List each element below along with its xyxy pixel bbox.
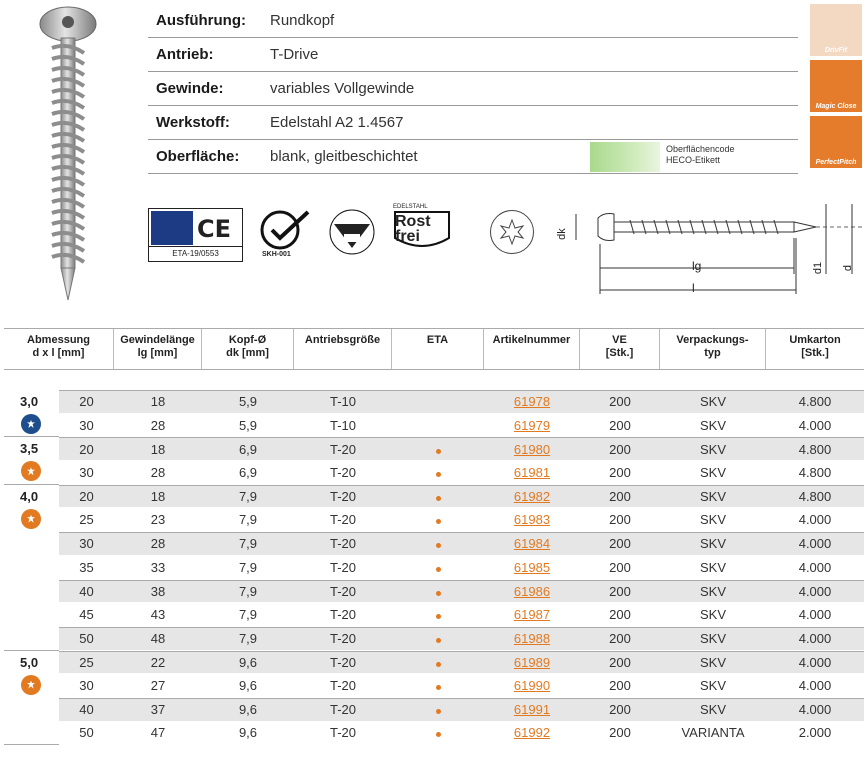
eta-dot-icon <box>436 732 441 737</box>
cell-drive: T-20 <box>329 702 356 718</box>
cell-drive: T-20 <box>329 583 356 599</box>
article-cell <box>484 489 580 504</box>
cell-l: 20 <box>79 394 94 410</box>
cell-lg: 22 <box>150 654 166 670</box>
article-cell <box>484 560 580 575</box>
table-row <box>59 508 864 532</box>
cell-pack: SKV <box>699 489 726 505</box>
torx-drive-icon <box>21 461 41 481</box>
column-header <box>392 329 484 369</box>
cell-ve: 200 <box>609 464 631 480</box>
cell-l: 25 <box>79 654 94 670</box>
table-row <box>59 437 864 461</box>
rostfrei-logo <box>393 204 453 252</box>
eta-dot-icon <box>436 614 441 619</box>
article-number-link[interactable]: 61984 <box>513 536 551 552</box>
eu-flag-icon <box>151 211 193 245</box>
cell-box: 2.000 <box>798 725 832 741</box>
cell-l: 50 <box>79 631 94 647</box>
cell-pack: SKV <box>699 394 726 410</box>
cell-pack: SKV <box>699 536 726 552</box>
table-row <box>59 461 864 485</box>
column-header-line: typ <box>704 347 721 359</box>
cell-dk: 6,9 <box>238 464 258 480</box>
cell-pack: SKV <box>699 512 726 528</box>
column-header <box>202 329 294 369</box>
product-table <box>4 328 864 745</box>
eta-cell <box>392 465 484 480</box>
eta-cell <box>392 489 484 504</box>
cell-drive: T-20 <box>329 464 356 480</box>
magic-close-icon <box>810 60 862 112</box>
cell-dk: 6,9 <box>238 441 258 457</box>
diameter-value: 3,0 <box>20 394 39 409</box>
cell-lg: 47 <box>150 725 166 741</box>
cell-l: 20 <box>79 441 94 457</box>
cell-lg: 28 <box>150 536 166 552</box>
diameter-group <box>4 485 864 651</box>
cell-l: 30 <box>79 464 94 480</box>
table-row <box>59 651 864 675</box>
cell-l: 30 <box>79 536 94 552</box>
screw-dimension-drawing <box>570 194 862 304</box>
article-cell <box>484 607 580 622</box>
feature-label: PerfectPitch <box>815 159 857 166</box>
spec-value: Edelstahl A2 1.4567 <box>270 114 404 131</box>
cell-drive: T-20 <box>329 725 356 741</box>
spec-value: Rundkopf <box>270 12 335 29</box>
cell-box: 4.000 <box>798 678 832 694</box>
eta-cell <box>392 607 484 622</box>
column-header-line: Antriebsgröße <box>304 334 381 346</box>
cell-ve: 200 <box>609 489 631 505</box>
rost-top-label: EDELSTAHL <box>393 204 428 210</box>
diameter-cell <box>4 651 59 746</box>
cell-l: 25 <box>79 512 94 528</box>
article-cell <box>484 725 580 740</box>
article-cell <box>484 465 580 480</box>
cell-pack: SKV <box>699 583 726 599</box>
column-header-line: Verpackungs- <box>676 334 749 346</box>
column-header-line: [Stk.] <box>801 347 829 359</box>
table-row <box>59 698 864 722</box>
torx-drive-icon <box>21 509 41 529</box>
cell-lg: 27 <box>150 678 166 694</box>
cell-dk: 7,9 <box>238 489 258 505</box>
cell-l: 30 <box>79 678 94 694</box>
eta-cell <box>392 560 484 575</box>
article-number-link[interactable]: 61987 <box>513 607 551 623</box>
dim-d-label: d <box>842 264 855 272</box>
surface-note-line: Oberflächencode <box>666 144 735 154</box>
cell-ve: 200 <box>609 607 631 623</box>
cell-pack: SKV <box>699 417 726 433</box>
column-header-line: lg [mm] <box>137 347 178 359</box>
cell-lg: 18 <box>150 394 166 410</box>
spec-label: Gewinde: <box>156 80 224 97</box>
cell-ve: 200 <box>609 725 631 741</box>
cell-l: 50 <box>79 725 94 741</box>
eta-dot-icon <box>436 662 441 667</box>
cell-box: 4.000 <box>798 583 832 599</box>
cell-pack: SKV <box>699 678 726 694</box>
eta-dot-icon <box>436 543 441 548</box>
column-header <box>766 329 864 369</box>
feature-label: Magic Close <box>815 103 857 110</box>
cell-dk: 7,9 <box>238 583 258 599</box>
article-cell <box>484 584 580 599</box>
eta-dot-icon <box>436 638 441 643</box>
diameter-cell <box>4 437 59 484</box>
cell-box: 4.000 <box>798 607 832 623</box>
spec-row <box>148 106 798 140</box>
article-number-link[interactable]: 61989 <box>513 654 551 670</box>
cell-dk: 9,6 <box>238 678 258 694</box>
diameter-group <box>4 390 864 437</box>
article-cell <box>484 702 580 717</box>
article-number-link[interactable]: 61985 <box>513 559 551 575</box>
article-cell <box>484 418 580 433</box>
cell-lg: 23 <box>150 512 166 528</box>
cell-box: 4.800 <box>798 394 832 410</box>
cell-lg: 43 <box>150 607 166 623</box>
cell-drive: T-20 <box>329 489 356 505</box>
eta-cell <box>392 442 484 457</box>
cell-drive: T-20 <box>329 678 356 694</box>
cell-dk: 5,9 <box>238 394 258 410</box>
article-number-link[interactable]: 61983 <box>513 512 551 528</box>
feature-label: DrivFit <box>824 47 848 54</box>
eta-dot-icon <box>436 519 441 524</box>
cell-pack: VARIANTA <box>681 725 745 741</box>
article-cell <box>484 678 580 693</box>
spec-table <box>148 4 798 174</box>
table-row <box>59 485 864 509</box>
column-header-line: Artikelnummer <box>492 334 571 346</box>
spec-value: blank, gleitbeschichtet <box>270 148 418 165</box>
skh-logo-icon <box>258 208 316 256</box>
eta-cell <box>392 584 484 599</box>
rost-word <box>395 214 431 244</box>
cell-l: 30 <box>79 417 94 433</box>
skh-label: SKH-001 <box>262 251 291 258</box>
article-number-link[interactable]: 61978 <box>513 394 551 410</box>
cell-l: 40 <box>79 702 94 718</box>
cell-drive: T-10 <box>329 394 356 410</box>
rost-line: frei <box>395 228 420 245</box>
article-number-link[interactable]: 61992 <box>513 725 551 741</box>
column-header-line: Abmessung <box>27 334 90 346</box>
cell-ve: 200 <box>609 536 631 552</box>
cell-lg: 37 <box>150 702 166 718</box>
column-header-line: [Stk.] <box>605 347 634 359</box>
table-row <box>59 674 864 698</box>
table-row <box>59 603 864 627</box>
article-number-link[interactable]: 61979 <box>513 417 551 433</box>
diameter-value: 3,5 <box>20 441 39 457</box>
cell-drive: T-20 <box>329 631 356 647</box>
surface-color-swatch <box>590 142 660 172</box>
eta-number: ETA-19/0553 <box>149 246 242 261</box>
column-header <box>580 329 660 369</box>
cell-l: 45 <box>79 607 94 623</box>
article-cell <box>484 512 580 527</box>
diameter-group <box>4 437 864 484</box>
table-row <box>59 414 864 438</box>
cell-drive: T-20 <box>329 654 356 670</box>
column-header <box>294 329 392 369</box>
column-header-line: VE <box>612 334 627 346</box>
column-header-line: Gewindelänge <box>120 334 195 346</box>
drivfit-icon <box>810 4 862 56</box>
column-header <box>484 329 580 369</box>
cell-ve: 200 <box>609 441 631 457</box>
article-number-link[interactable]: 61990 <box>513 678 551 694</box>
cell-ve: 200 <box>609 678 631 694</box>
article-number-link[interactable]: 61991 <box>513 702 551 718</box>
column-header-line: Kopf-Ø <box>228 334 267 346</box>
column-header-line: ETA <box>426 334 449 346</box>
eta-cell <box>392 631 484 646</box>
cell-ve: 200 <box>609 583 631 599</box>
article-number-link[interactable]: 61986 <box>513 583 551 599</box>
cell-box: 4.000 <box>798 536 832 552</box>
eta-dot-icon <box>436 709 441 714</box>
perfectpitch-icon <box>810 116 862 168</box>
table-body <box>4 390 864 745</box>
cell-box: 4.000 <box>798 702 832 718</box>
spec-value: variables Vollgewinde <box>270 80 415 97</box>
column-header-line: Umkarton <box>789 334 841 346</box>
cell-lg: 28 <box>150 417 166 433</box>
group-rows <box>59 437 864 484</box>
group-rows <box>59 485 864 651</box>
eta-dot-icon <box>436 685 441 690</box>
cell-l: 35 <box>79 559 94 575</box>
cell-box: 4.000 <box>798 417 832 433</box>
table-header <box>4 328 864 370</box>
surface-note <box>666 144 735 166</box>
cell-lg: 18 <box>150 441 166 457</box>
cell-lg: 38 <box>150 583 166 599</box>
table-row <box>59 722 864 746</box>
cell-ve: 200 <box>609 559 631 575</box>
cell-ve: 200 <box>609 631 631 647</box>
header-spacer <box>4 370 864 390</box>
article-number-link[interactable]: 61982 <box>513 489 551 505</box>
cell-drive: T-20 <box>329 607 356 623</box>
article-number-link[interactable]: 61981 <box>513 464 551 480</box>
column-header <box>660 329 766 369</box>
diameter-cell <box>4 485 59 651</box>
cell-box: 4.800 <box>798 464 832 480</box>
article-cell <box>484 655 580 670</box>
cell-ve: 200 <box>609 417 631 433</box>
eta-dot-icon <box>436 472 441 477</box>
eta-cell <box>392 655 484 670</box>
cell-lg: 28 <box>150 464 166 480</box>
cell-box: 4.000 <box>798 654 832 670</box>
cell-ve: 200 <box>609 512 631 528</box>
cell-ve: 200 <box>609 702 631 718</box>
spec-row <box>148 38 798 72</box>
cell-pack: SKV <box>699 441 726 457</box>
group-rows <box>59 651 864 746</box>
column-header-line: dk [mm] <box>226 347 269 359</box>
cell-pack: SKV <box>699 464 726 480</box>
article-number-link[interactable]: 61988 <box>513 631 551 647</box>
cell-pack: SKV <box>699 654 726 670</box>
table-row <box>59 627 864 651</box>
spec-value: T-Drive <box>270 46 319 63</box>
table-row <box>59 556 864 580</box>
article-cell <box>484 631 580 646</box>
eta-dot-icon <box>436 449 441 454</box>
spec-label: Antrieb: <box>156 46 214 63</box>
eta-cell <box>392 678 484 693</box>
cell-drive: T-20 <box>329 536 356 552</box>
cell-drive: T-10 <box>329 417 356 433</box>
cell-dk: 9,6 <box>238 702 258 718</box>
cell-dk: 7,9 <box>238 631 258 647</box>
dim-dk-label: dk <box>555 228 568 240</box>
cell-dk: 7,9 <box>238 512 258 528</box>
eta-cell <box>392 536 484 551</box>
cell-box: 4.800 <box>798 489 832 505</box>
cell-lg: 33 <box>150 559 166 575</box>
spec-label: Ausführung: <box>156 12 246 29</box>
cell-box: 4.000 <box>798 512 832 528</box>
cell-ve: 200 <box>609 654 631 670</box>
cell-drive: T-20 <box>329 559 356 575</box>
cell-dk: 7,9 <box>238 559 258 575</box>
cell-pack: SKV <box>699 559 726 575</box>
article-cell <box>484 394 580 409</box>
diameter-value: 4,0 <box>20 488 39 504</box>
article-number-link[interactable]: 61980 <box>513 441 551 457</box>
eta-dot-icon <box>436 567 441 572</box>
eta-cell <box>392 702 484 717</box>
spec-label: Oberfläche: <box>156 148 240 165</box>
rost-line: Rost <box>395 213 431 230</box>
cell-pack: SKV <box>699 631 726 647</box>
eta-dot-icon <box>436 496 441 501</box>
column-header <box>4 329 114 369</box>
cell-box: 4.000 <box>798 559 832 575</box>
cell-l: 20 <box>79 489 94 505</box>
dim-lg-label: lg <box>692 259 702 273</box>
torx-drive-icon <box>21 414 41 434</box>
screw-image <box>28 4 108 304</box>
torx-drive-icon <box>21 675 41 695</box>
mpa-seal-icon <box>326 208 378 256</box>
cell-dk: 9,6 <box>238 725 258 741</box>
eta-ce-logo <box>148 208 243 262</box>
cell-dk: 7,9 <box>238 536 258 552</box>
table-row <box>59 532 864 556</box>
eta-cell <box>392 512 484 527</box>
eta-cell <box>392 725 484 740</box>
article-cell <box>484 442 580 457</box>
cell-lg: 18 <box>150 489 166 505</box>
cell-l: 40 <box>79 583 94 599</box>
diameter-group <box>4 651 864 746</box>
diameter-value: 5,0 <box>20 654 39 670</box>
cell-drive: T-20 <box>329 441 356 457</box>
group-rows <box>59 390 864 437</box>
spec-row <box>148 72 798 106</box>
cell-box: 4.000 <box>798 631 832 647</box>
cell-dk: 5,9 <box>238 417 258 433</box>
cell-pack: SKV <box>699 607 726 623</box>
table-row <box>59 580 864 604</box>
cell-ve: 200 <box>609 394 631 410</box>
cell-dk: 7,9 <box>238 607 258 623</box>
spec-label: Werkstoff: <box>156 114 230 131</box>
spec-row <box>148 140 798 174</box>
dim-d1-label: d1 <box>812 261 825 275</box>
column-header-line: d x l [mm] <box>32 347 85 359</box>
diameter-cell <box>4 390 59 437</box>
feature-icons <box>810 4 862 172</box>
dim-l-label: l <box>692 281 695 295</box>
table-row <box>59 390 864 414</box>
cell-drive: T-20 <box>329 512 356 528</box>
cell-dk: 9,6 <box>238 654 258 670</box>
cell-box: 4.800 <box>798 441 832 457</box>
spec-row <box>148 4 798 38</box>
article-cell <box>484 536 580 551</box>
cell-pack: SKV <box>699 702 726 718</box>
cell-lg: 48 <box>150 631 166 647</box>
column-header <box>114 329 202 369</box>
eta-dot-icon <box>436 591 441 596</box>
ce-mark-icon: CE <box>197 215 232 243</box>
t-drive-icon <box>490 210 534 254</box>
surface-note-line: HECO-Etikett <box>666 155 721 165</box>
